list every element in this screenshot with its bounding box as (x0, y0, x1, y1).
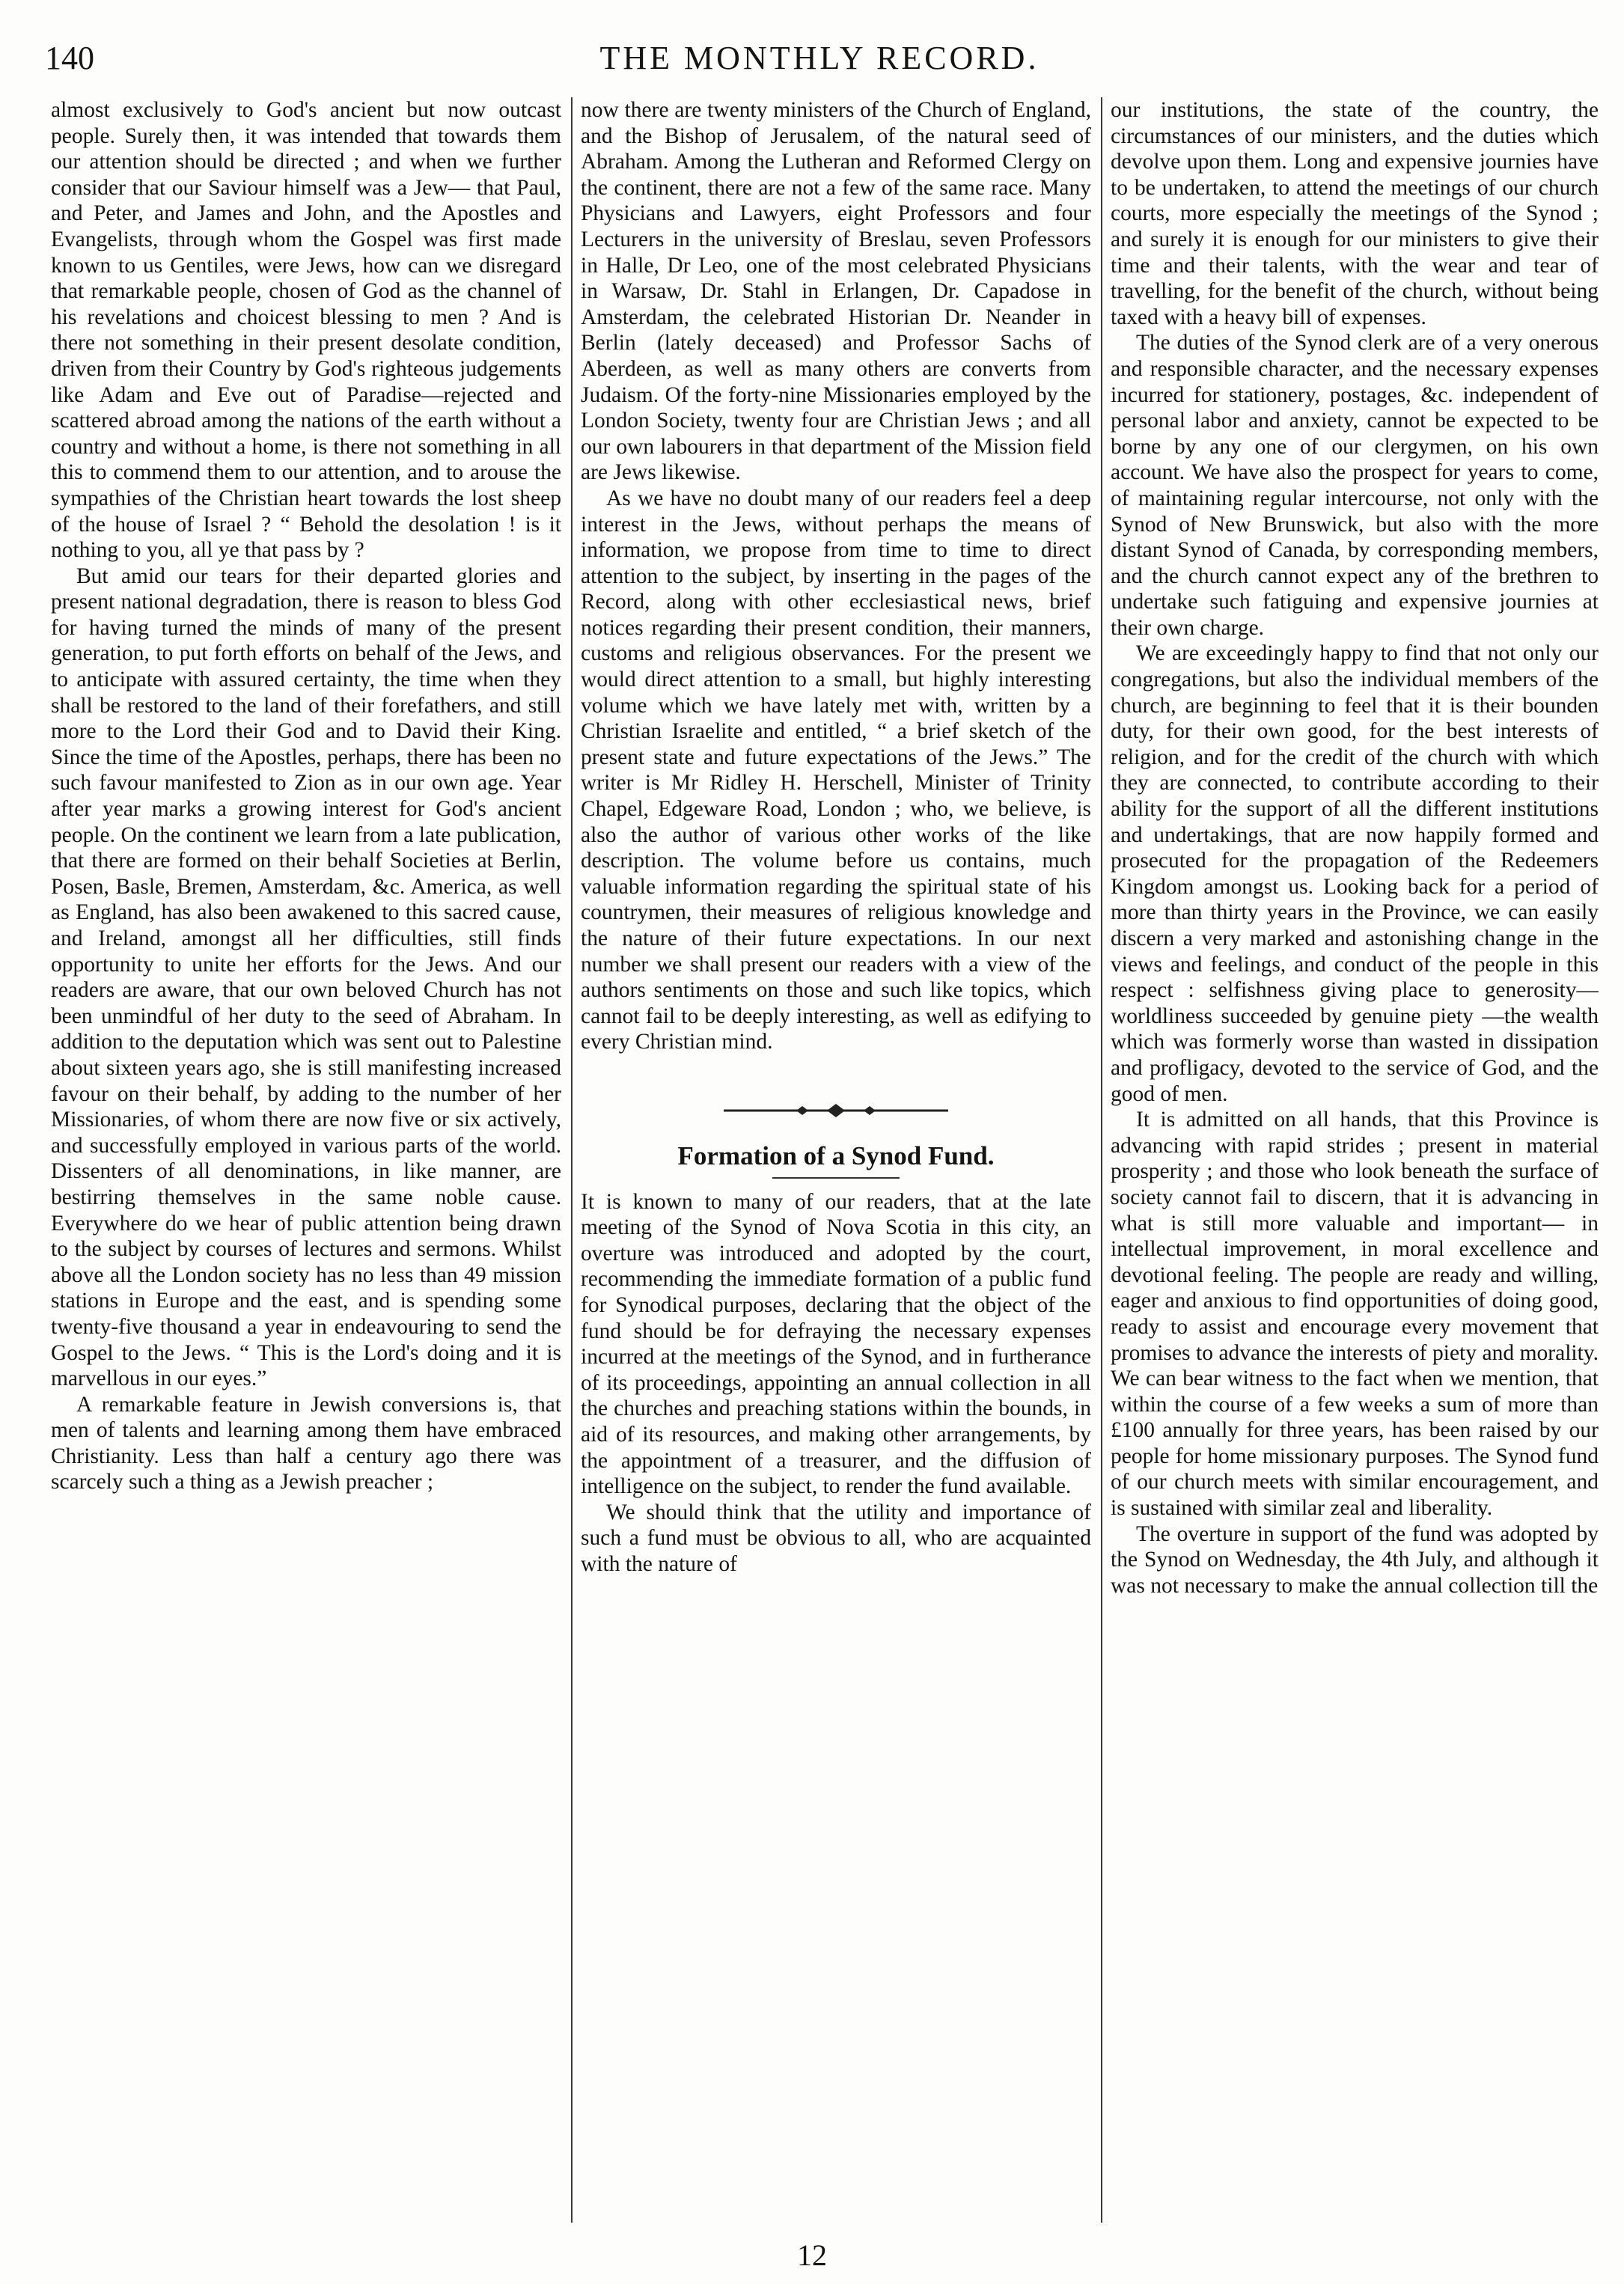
paragraph: A remarkable feature in Jewish conversions is, that men of talents and learning among them have embraced Christianity. Less than half a century ago there was scarcely such a thing as a Jewish preacher ; (51, 1392, 561, 1494)
paragraph: But amid our tears for their departed glories and present national degradation, there is reason to bless God for having turned the minds of many of the present generation, to put forth efforts on behalf of the Jews, and to anticipate with assured certainty, the time when they shall be restored to the land of their forefathers, and still more to the Lord their God and to David their King. Since the time of the Apostles, perhaps, there has been no such favour manifested to Zion as in our own age. Year after year marks a growing interest for God's ancient people. On the continent we learn from a late publication, that there are formed on their behalf Societies at Berlin, Posen, Basle, Bremen, Amsterdam, &c. America, as well as England, has also been awakened to this sacred cause, and Ireland, amongst all her difficulties, still finds opportunity to unite her efforts for the Jews. And our readers are aware, that our own beloved Church has not been unmindful of her duty to the seed of Abraham. In addition to the deputation which was sent out to Palestine about sixteen years ago, she is still manifesting increased favour on their behalf, by adding to the number of her Missionaries, of whom there are now five or six actively, and successfully employed in various parts of the world. Dissenters of all denominations, in like manner, are bestirring themselves in the same noble cause. Everywhere do we hear of public attention being drawn to the subject by courses of lectures and sermons. Whilst above all the London society has no less than 49 mission stations in Europe and the east, and is spending some twenty-five thousand a year in endeavouring to send the Gospel to the Jews. “ This is the Lord's doing and it is marvellous in our eyes.” (51, 564, 561, 1391)
paragraph: The duties of the Synod clerk are of a very onerous and responsible character, and the necessary expenses incurred for stationery, postages, &c. independent of personal labor and anxiety, cannot be expected to be borne by any one of our clergymen, on his own account. We have also the prospect for years to come, of maintaining regular intercourse, not only with the Synod of New Brunswick, but also with the more distant Synod of Canada, by corresponding members, and the church cannot expect any of the brethren to undertake such fatiguing and expensive journies at their own charge. (1111, 331, 1599, 640)
text-columns (51, 97, 1600, 2223)
column-3 (1111, 97, 1599, 2223)
paragraph: now there are twenty ministers of the Church of England, and the Bishop of Jerusalem, of the natural seed of Abraham. Among the Lutheran and Reformed Clergy on the continent, there are not a few of the same race. Many Physicians and Lawyers, eight Professors and four Lecturers in the university of Breslau, seven Professors in Halle, Dr Leo, one of the most celebrated Physicians in Warsaw, Dr. Stahl in Erlangen, Dr. Capadose in Amsterdam, the celebrated Historian Dr. Neander in Berlin (lately deceased) and Professor Sachs of Aberdeen, as well as many others are converts from Judaism. Of the forty-nine Missionaries employed by the London Society, twenty four are Christian Jews ; and all our own labourers in that department of the Mission field are Jews likewise. (581, 98, 1091, 485)
column-2 (581, 97, 1091, 2223)
running-title: THE MONTHLY RECORD. (599, 40, 1040, 76)
section-separator (581, 1099, 1091, 1125)
ornament-divider-icon (724, 1103, 948, 1118)
column-rule (571, 97, 573, 2223)
page-header (45, 39, 1594, 84)
column-rule (1101, 97, 1102, 2223)
signature-mark: 12 (797, 2238, 827, 2272)
paragraph: almost exclusively to God's ancient but now outcast people. Surely then, it was intended that towards them our attention should be directed ; and when we further consider that our Saviour himself was a Jew— that Paul, and Peter, and James and John, and the Apostles and Evangelists, through whom the Gospel was first made known to us Gentiles, were Jews, how can we disregard that remarkable people, chosen of God as the channel of his revelations and choicest blessing to men ? And is there not something in their present desolate condition, driven from their Country by God's righteous judgements like Adam and Eve out of Paradise—rejected and scattered abroad among the nations of the earth without a country and without a home, is there not something in all this to commend them to our attention, and to arouse the sympathies of the Christian heart towards the lost sheep of the house of Israel ? “ Behold the desolation ! is it nothing to you, all ye that pass by ? (51, 98, 561, 563)
section-heading: Formation of a Synod Fund. (677, 1141, 995, 1170)
paragraph: The overture in support of the fund was adopted by the Synod on Wednesday, the 4th July, and although it was not necessary to make the annual collection till the (1111, 1521, 1599, 1598)
paragraph: It is admitted on all hands, that this Province is advancing with rapid strides ; present in material prosperity ; and those who look beneath the surface of society cannot fail to discern, that it is advancing in what is still more valuable and important— in intellectual improvement, in moral excellence and devotional feeling. The people are ready and willing, eager and anxious to find opportunities of doing good, ready to assist and encourage every movement that promises to advance the interests of piety and morality. We can bear witness to the fact when we mention, that within the course of a few weeks a sum of more than £100 annually for three years, has been raised by our people for home missionary purposes. The Synod fund of our church meets with similar encouragement, and is sustained with similar zeal and liberality. (1111, 1108, 1599, 1521)
paragraph: It is known to many of our readers, that at the late meeting of the Synod of Nova Scotia in this city, an overture was introduced and adopted by the court, recommending the immediate formation of a public fund for Synodical purposes, declaring that the object of the fund should be for defraying the necessary expenses incurred at the meetings of the Synod, and in furtherance of its proceedings, appointing an annual collection in all the churches and preaching stations within the bounds, in aid of its resources, and making other arrangements, by the appointment of a treasurer, and the diffusion of intelligence on the subject, to render the fund available. (581, 1189, 1091, 1499)
paragraph: our institutions, the state of the country, the circumstances of our ministers, and the duties which devolve upon them. Long and expensive journies have to be undertaken, to attend the meetings of our church courts, more especially the meetings of the Synod ; and surely it is enough for our ministers to give their time and their talents, with the wear and tear of travelling, for the benefit of the church, without being taxed with a heavy bill of expenses. (1111, 98, 1599, 329)
paragraph: As we have no doubt many of our readers feel a deep interest in the Jews, without perhaps the means of information, we propose from time to time to direct attention to the subject, by inserting in the pages of the Record, along with other ecclesiastical news, brief notices regarding their present condition, their manners, customs and religious observances. For the present we would direct attention to a small, but highly interesting volume which we have lately met with, written by a Christian Israelite and entitled, “ a brief sketch of the present state and future expectations of the Jews.” The writer is Mr Ridley H. Herschell, Minister of Trinity Chapel, Edgeware Road, London ; who, we believe, is also the author of various other works of the like description. The volume before us contains, much valuable information regarding the spiritual state of his countrymen, their measures of religious knowledge and the nature of their future expectations. In our next number we shall present our readers with a view of the authors sentiments on those and such like topics, which cannot fail to be deeply interesting, as well as edifying to every Christian mind. (581, 486, 1091, 1054)
heading-rule (772, 1177, 900, 1179)
column-1 (51, 97, 561, 2223)
page-number: 140 (45, 40, 94, 76)
paragraph: We should think that the utility and importance of such a fund must be obvious to all, who are acquainted with the nature of (581, 1500, 1091, 1576)
paragraph: We are exceedingly happy to find that not only our congregations, but also the individual members of the church, are beginning to feel that it is their bounden duty, for their own good, for the best interests of religion, and for the credit of the church with which they are connected, to contribute according to their ability for the support of all the different institutions and undertakings, that are now happily formed and prosecuted for the propagation of the Redeemers Kingdom amongst us. Looking back for a period of more than thirty years in the Province, we can easily discern a very marked and astonishing change in the views and feelings, and conduct of the people in this respect : selfishness giving place to generosity—worldliness succeeded by genuine piety —the wealth which was formerly worse than wasted in dissipation and profligacy, devoted to the service of God, and the good of men. (1111, 641, 1599, 1106)
